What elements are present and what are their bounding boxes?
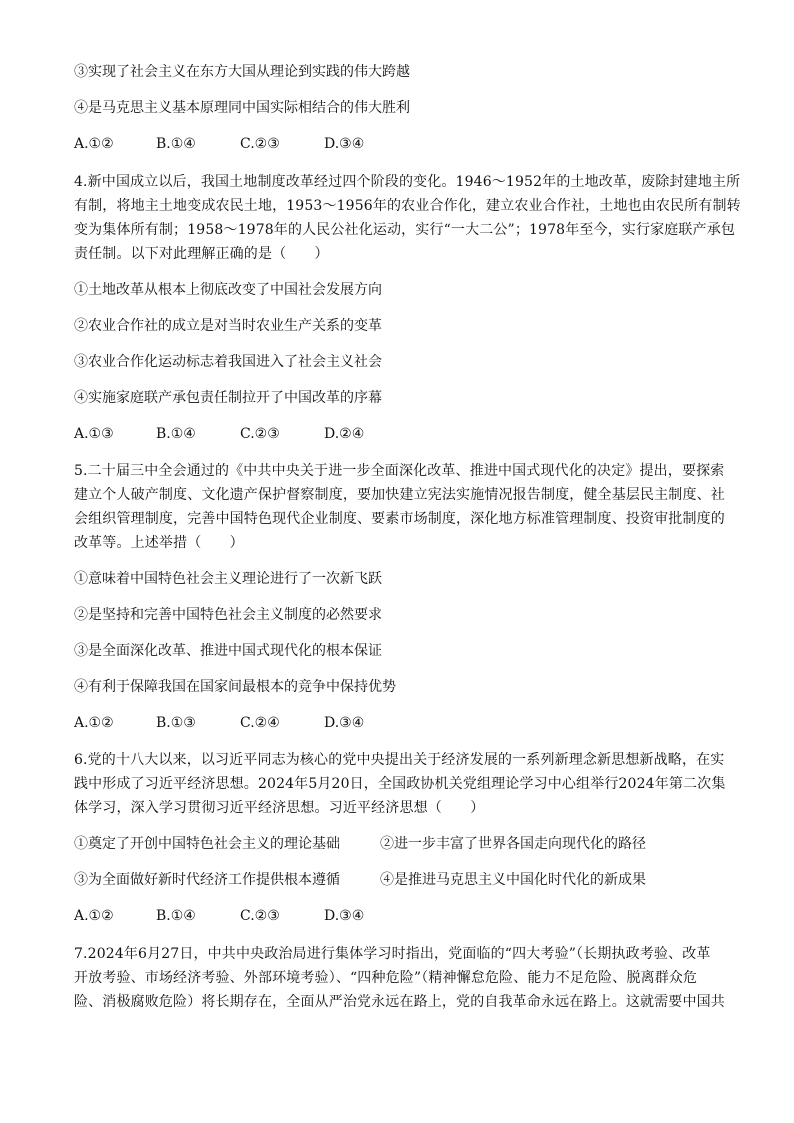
q4-option-3: ③农业合作化运动标志着我国进入了社会主义社会	[74, 354, 382, 370]
q5-option-4: ④有利于保障我国在国家间最根本的竞争中保持优势	[74, 679, 396, 695]
q6-stem-line-1: 6.党的十八大以来，以习近平同志为核心的党中央提出关于经济发展的一系列新理念新思想新战略，在实	[74, 752, 725, 768]
q4-choice-d[interactable]: D.②④	[324, 426, 365, 442]
q6-option-4: ④是推进马克思主义中国化时代化的新成果	[380, 872, 646, 888]
q4-choice-a[interactable]: A.①③	[74, 426, 114, 442]
q5-choice-b[interactable]: B.①③	[156, 715, 196, 731]
q5-option-3: ③是全面深化改革、推进中国式现代化的根本保证	[74, 643, 382, 659]
q5-option-1: ①意味着中国特色社会主义理论进行了一次新飞跃	[74, 571, 382, 587]
q7-stem-line-3: 险、消极腐败危险）将长期存在，全面从严治党永远在路上，党的自我革命永远在路上。这就需要中国共	[74, 994, 725, 1010]
q7-stem-line-2: 开放考验、市场经济考验、外部环境考验）、“四种危险”（精神懈怠危险、能力不足危险、脱离群众危	[74, 970, 698, 986]
q3-choice-a[interactable]: A.①②	[74, 136, 114, 152]
q6-choice-a[interactable]: A.①②	[74, 908, 114, 924]
q4-option-1: ①土地改革从根本上彻底改变了中国社会发展方向	[74, 282, 382, 298]
q6-option-3: ③为全面做好新时代经济工作提供根本遵循	[74, 872, 340, 888]
q5-choice-c[interactable]: C.②④	[240, 715, 280, 731]
q7-stem-line-1: 7.2024年6月27日，中共中央政治局进行集体学习时指出，党面临的“四大考验”（长期执政考验、改革	[74, 946, 711, 962]
q4-option-2: ②农业合作社的成立是对当时农业生产关系的变革	[74, 318, 382, 334]
q6-choice-c[interactable]: C.②③	[240, 908, 280, 924]
q5-choice-a[interactable]: A.①②	[74, 715, 114, 731]
q5-stem-line-4: 改革等。上述举措（ ）	[74, 535, 244, 551]
q4-stem-line-4: 责任制。以下对此理解正确的是（ ）	[74, 246, 329, 262]
q4-stem-line-3: 变为集体所有制；1958～1978年的人民公社化运动，实行“一大二公”；1978年至今，实行家庭联产承包	[74, 222, 735, 238]
q6-choice-b[interactable]: B.①④	[156, 908, 196, 924]
q3-choice-d[interactable]: D.③④	[324, 136, 365, 152]
q5-stem-line-3: 会组织管理制度，完善中国特色现代企业制度、要素市场制度，深化地方标准管理制度、投资审批制度的	[74, 511, 725, 527]
q3-option-3: ③实现了社会主义在东方大国从理论到实践的伟大跨越	[74, 64, 410, 80]
q6-stem-line-2: 践中形成了习近平经济思想。2024年5月20日，全国政协机关党组理论学习中心组举行2024年第二次集	[74, 776, 726, 792]
q4-stem-line-2: 有制，将地主土地变成农民土地，1953～1956年的农业合作化，建立农业合作社，土地也由农民所有制转	[74, 198, 741, 214]
q6-choice-d[interactable]: D.③④	[324, 908, 365, 924]
q6-stem-line-3: 体学习，深入学习贯彻习近平经济思想。习近平经济思想（ ）	[74, 800, 485, 816]
q6-option-2: ②进一步丰富了世界各国走向现代化的路径	[380, 836, 646, 852]
q3-choice-b[interactable]: B.①④	[156, 136, 196, 152]
q5-stem-line-2: 建立个人破产制度、文化遗产保护督察制度，要加快建立宪法实施情况报告制度，健全基层民主制度、社	[74, 487, 725, 503]
q5-stem-line-1: 5.二十届三中全会通过的《中共中央关于进一步全面深化改革、推进中国式现代化的决定》提出，要探索	[74, 463, 725, 479]
q5-option-2: ②是坚持和完善中国特色社会主义制度的必然要求	[74, 607, 382, 623]
q4-choice-b[interactable]: B.①④	[156, 426, 196, 442]
q4-option-4: ④实施家庭联产承包责任制拉开了中国改革的序幕	[74, 390, 382, 406]
q5-choice-d[interactable]: D.③④	[324, 715, 365, 731]
q3-choice-c[interactable]: C.②③	[240, 136, 280, 152]
q4-choice-c[interactable]: C.②③	[240, 426, 280, 442]
q6-option-1: ①奠定了开创中国特色社会主义的理论基础	[74, 836, 340, 852]
q3-option-4: ④是马克思主义基本原理同中国实际相结合的伟大胜利	[74, 100, 410, 116]
q4-stem-line-1: 4.新中国成立以后，我国土地制度改革经过四个阶段的变化。1946～1952年的土地改革，废除封建地主所	[74, 174, 741, 190]
